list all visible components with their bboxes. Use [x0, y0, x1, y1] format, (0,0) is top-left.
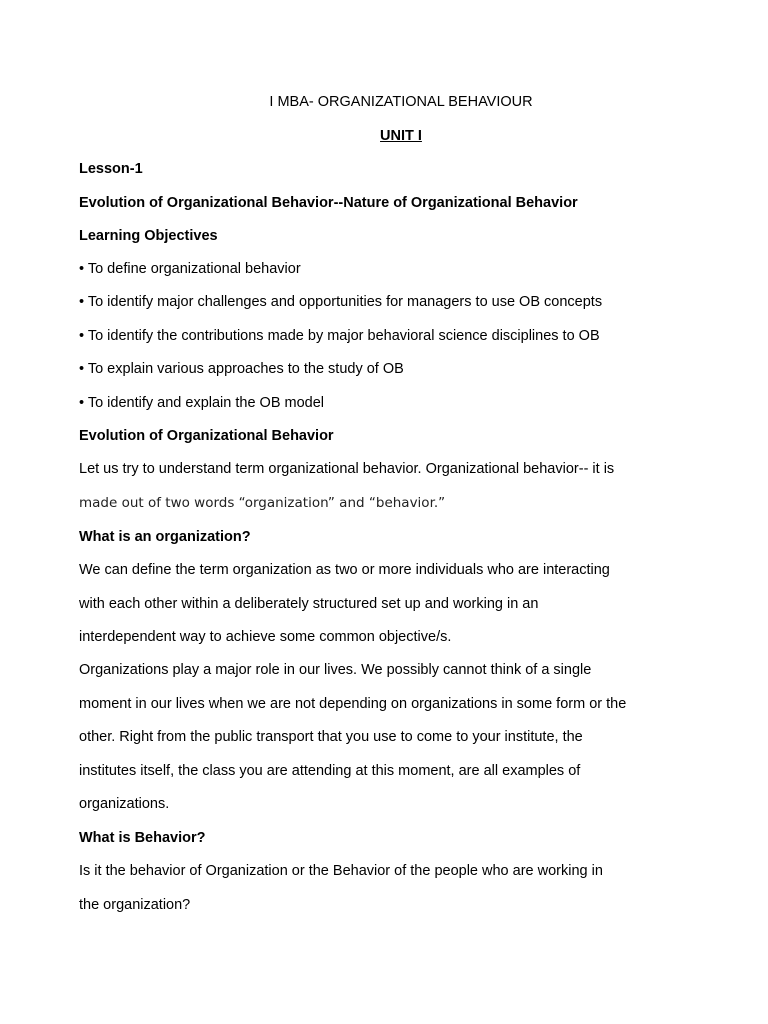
organization-line: interdependent way to achieve some common objective/s.	[79, 629, 452, 645]
behavior-heading: What is Behavior?	[79, 830, 206, 846]
objective-item: • To identify and explain the OB model	[79, 395, 325, 411]
course-title: I MBA- ORGANIZATIONAL BEHAVIOUR	[269, 94, 533, 110]
objective-item: • To identify major challenges and opportunities for managers to use OB concepts	[79, 294, 603, 310]
evolution-heading: Evolution of Organizational Behavior	[79, 428, 334, 444]
lesson-label: Lesson-1	[79, 161, 143, 177]
organization-line: institutes itself, the class you are attending at this moment, are all examples of	[79, 763, 581, 779]
behavior-line: Is it the behavior of Organization or the Behavior of the people who are working in	[79, 863, 603, 879]
organization-line: other. Right from the public transport that you use to come to your institute, the	[79, 729, 583, 745]
objective-item: • To explain various approaches to the study of OB	[79, 361, 404, 377]
organization-heading: What is an organization?	[79, 529, 251, 545]
objectives-heading: Learning Objectives	[79, 228, 218, 244]
lesson-heading: Evolution of Organizational Behavior--Nature of Organizational Behavior	[79, 195, 578, 211]
organization-line: with each other within a deliberately structured set up and working in an	[79, 596, 539, 612]
organization-line: Organizations play a major role in our lives. We possibly cannot think of a single	[79, 662, 592, 678]
evolution-line: made out of two words “organization” and “behavior.”	[79, 495, 446, 511]
unit-title: UNIT I	[380, 128, 422, 144]
organization-line: moment in our lives when we are not depending on organizations in some form or the	[79, 696, 627, 712]
behavior-line: the organization?	[79, 897, 191, 913]
evolution-line: Let us try to understand term organizational behavior. Organizational behavior-- it is	[79, 461, 615, 477]
organization-line: We can define the term organization as two or more individuals who are interacting	[79, 562, 610, 578]
objective-item: • To define organizational behavior	[79, 261, 301, 277]
objective-item: • To identify the contributions made by major behavioral science disciplines to OB	[79, 328, 600, 344]
organization-line: organizations.	[79, 796, 170, 812]
